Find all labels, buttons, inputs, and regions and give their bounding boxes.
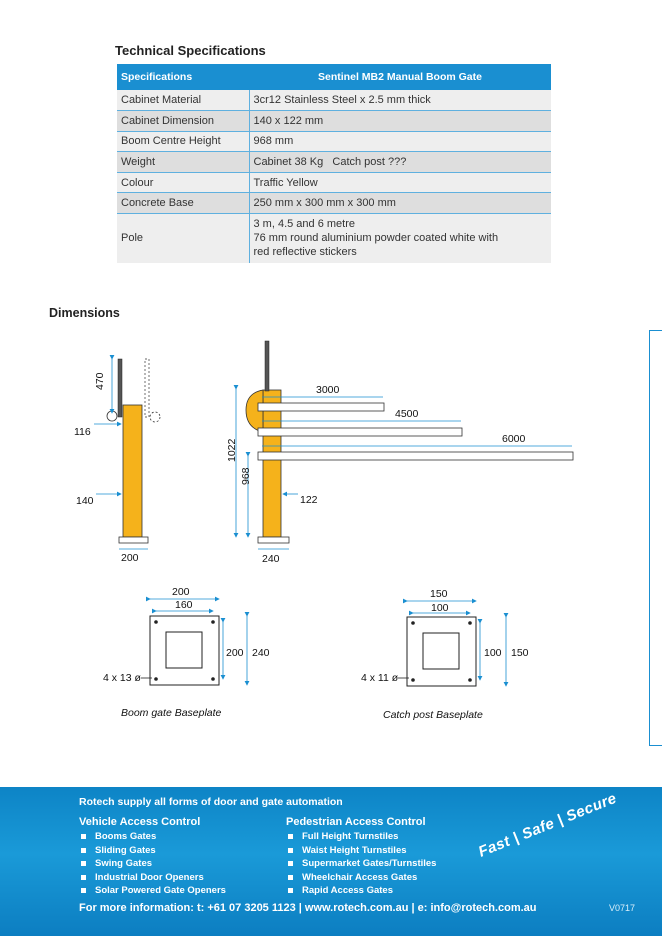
dim-label: 100 — [431, 602, 449, 614]
spec-label: Concrete Base — [117, 193, 249, 214]
bullet-icon — [288, 834, 293, 839]
baseplate-caption: Catch post Baseplate — [383, 709, 483, 721]
list-item: Booms Gates — [79, 830, 226, 844]
handle-up — [118, 359, 122, 417]
spec-label: Cabinet Material — [117, 90, 249, 111]
base-plate-front — [258, 537, 289, 543]
list-item: Industrial Door Openers — [79, 871, 226, 885]
spec-label: Pole — [117, 214, 249, 263]
vehicle-title: Vehicle Access Control — [79, 816, 201, 828]
spec-value-line: red reflective stickers — [253, 246, 357, 259]
version-label: V0717 — [609, 903, 636, 913]
base-plate-side — [119, 537, 148, 543]
dimensions-title: Dimensions — [49, 306, 120, 320]
cabinet-front — [263, 390, 281, 537]
spec-label: Weight — [117, 152, 249, 173]
spec-value: 3cr12 Stainless Steel x 2.5 mm thick — [249, 90, 551, 111]
dim-label: 200 — [121, 552, 139, 564]
spec-table — [117, 64, 551, 263]
bullet-icon — [81, 861, 86, 866]
dim-label: 4 x 13 ø — [103, 672, 141, 684]
spec-label: Cabinet Dimension — [117, 111, 249, 132]
bullet-icon — [81, 848, 86, 853]
list-item: Rapid Access Gates — [286, 884, 436, 898]
dim-label: 4500 — [395, 408, 419, 420]
dim-label: 240 — [252, 647, 270, 659]
list-item: Waist Height Turnstiles — [286, 844, 436, 858]
dim-label: 160 — [175, 599, 193, 611]
table-row — [117, 152, 551, 173]
spec-label: Colour — [117, 172, 249, 193]
list-item: Supermarket Gates/Turnstiles — [286, 857, 436, 871]
handle-dashed — [145, 359, 149, 417]
table-row — [117, 172, 551, 193]
dim-label: 3000 — [316, 384, 340, 396]
table-row — [117, 131, 551, 152]
table-row — [117, 193, 551, 214]
dim-label: 968 — [240, 467, 252, 485]
bullet-icon — [81, 834, 86, 839]
catch-baseplate — [361, 588, 529, 721]
bullet-icon — [288, 888, 293, 893]
pedestrian-title: Pedestrian Access Control — [286, 816, 426, 828]
dim-label: 470 — [94, 372, 106, 390]
list-item: Solar Powered Gate Openers — [79, 884, 226, 898]
bullet-icon — [81, 875, 86, 880]
table-row — [117, 90, 551, 111]
spec-value-line: 3 m, 4.5 and 6 metre — [253, 218, 355, 231]
vehicle-list — [79, 830, 226, 898]
dim-label: 1022 — [226, 438, 238, 462]
spec-value: Traffic Yellow — [249, 172, 551, 193]
dim-label: 140 — [76, 495, 94, 507]
boom-6000 — [258, 452, 573, 460]
dim-label: 200 — [226, 647, 244, 659]
footer-banner — [0, 787, 662, 936]
spec-header-col2: Sentinel MB2 Manual Boom Gate — [249, 64, 551, 90]
table-row — [117, 214, 551, 263]
front-view — [226, 341, 573, 565]
spec-section-title: Technical Specifications — [115, 43, 266, 58]
list-item: Swing Gates — [79, 857, 226, 871]
tagline: Fast | Safe | Secure — [476, 789, 620, 861]
dim-label: 122 — [300, 494, 318, 506]
pedestrian-list — [286, 830, 436, 898]
list-item: Sliding Gates — [79, 844, 226, 858]
bullet-icon — [288, 848, 293, 853]
spec-value: Cabinet 38 Kg Catch post ??? — [249, 152, 551, 173]
cabinet-side — [123, 405, 142, 537]
spec-value: 968 mm — [249, 131, 551, 152]
spec-value — [249, 214, 551, 263]
dimension-drawing — [0, 330, 662, 730]
boom-3000 — [258, 403, 384, 411]
spec-header-col1: Specifications — [117, 64, 249, 90]
dim-label: 4 x 11 ø — [361, 672, 399, 684]
dim-label: 240 — [262, 553, 280, 565]
side-view — [74, 359, 160, 564]
list-item: Full Height Turnstiles — [286, 830, 436, 844]
contact-info: For more information: t: +61 07 3205 1123 | www.rotech.com.au | e: info@rotech.com.au — [79, 902, 537, 914]
footer-headline: Rotech supply all forms of door and gate automation — [79, 796, 343, 808]
spec-value: 250 mm x 300 mm x 300 mm — [249, 193, 551, 214]
dim-label: 150 — [511, 647, 529, 659]
spec-value: 140 x 122 mm — [249, 111, 551, 132]
boom-baseplate — [103, 586, 270, 719]
spec-label: Boom Centre Height — [117, 131, 249, 152]
table-row — [117, 111, 551, 132]
bullet-icon — [288, 861, 293, 866]
spec-table-header — [117, 64, 551, 90]
baseplate-caption: Boom gate Baseplate — [121, 707, 222, 719]
spec-value-line: 76 mm round aluminium powder coated white with — [253, 232, 499, 245]
bullet-icon — [81, 888, 86, 893]
dim-label: 150 — [430, 588, 448, 600]
list-item: Wheelchair Access Gates — [286, 871, 436, 885]
dim-label: 200 — [172, 586, 190, 598]
handle-front — [265, 341, 269, 391]
dim-label: 116 — [74, 426, 91, 438]
bullet-icon — [288, 875, 293, 880]
dim-label: 100 — [484, 647, 502, 659]
boom-4500 — [258, 428, 462, 436]
dim-label: 6000 — [502, 433, 526, 445]
